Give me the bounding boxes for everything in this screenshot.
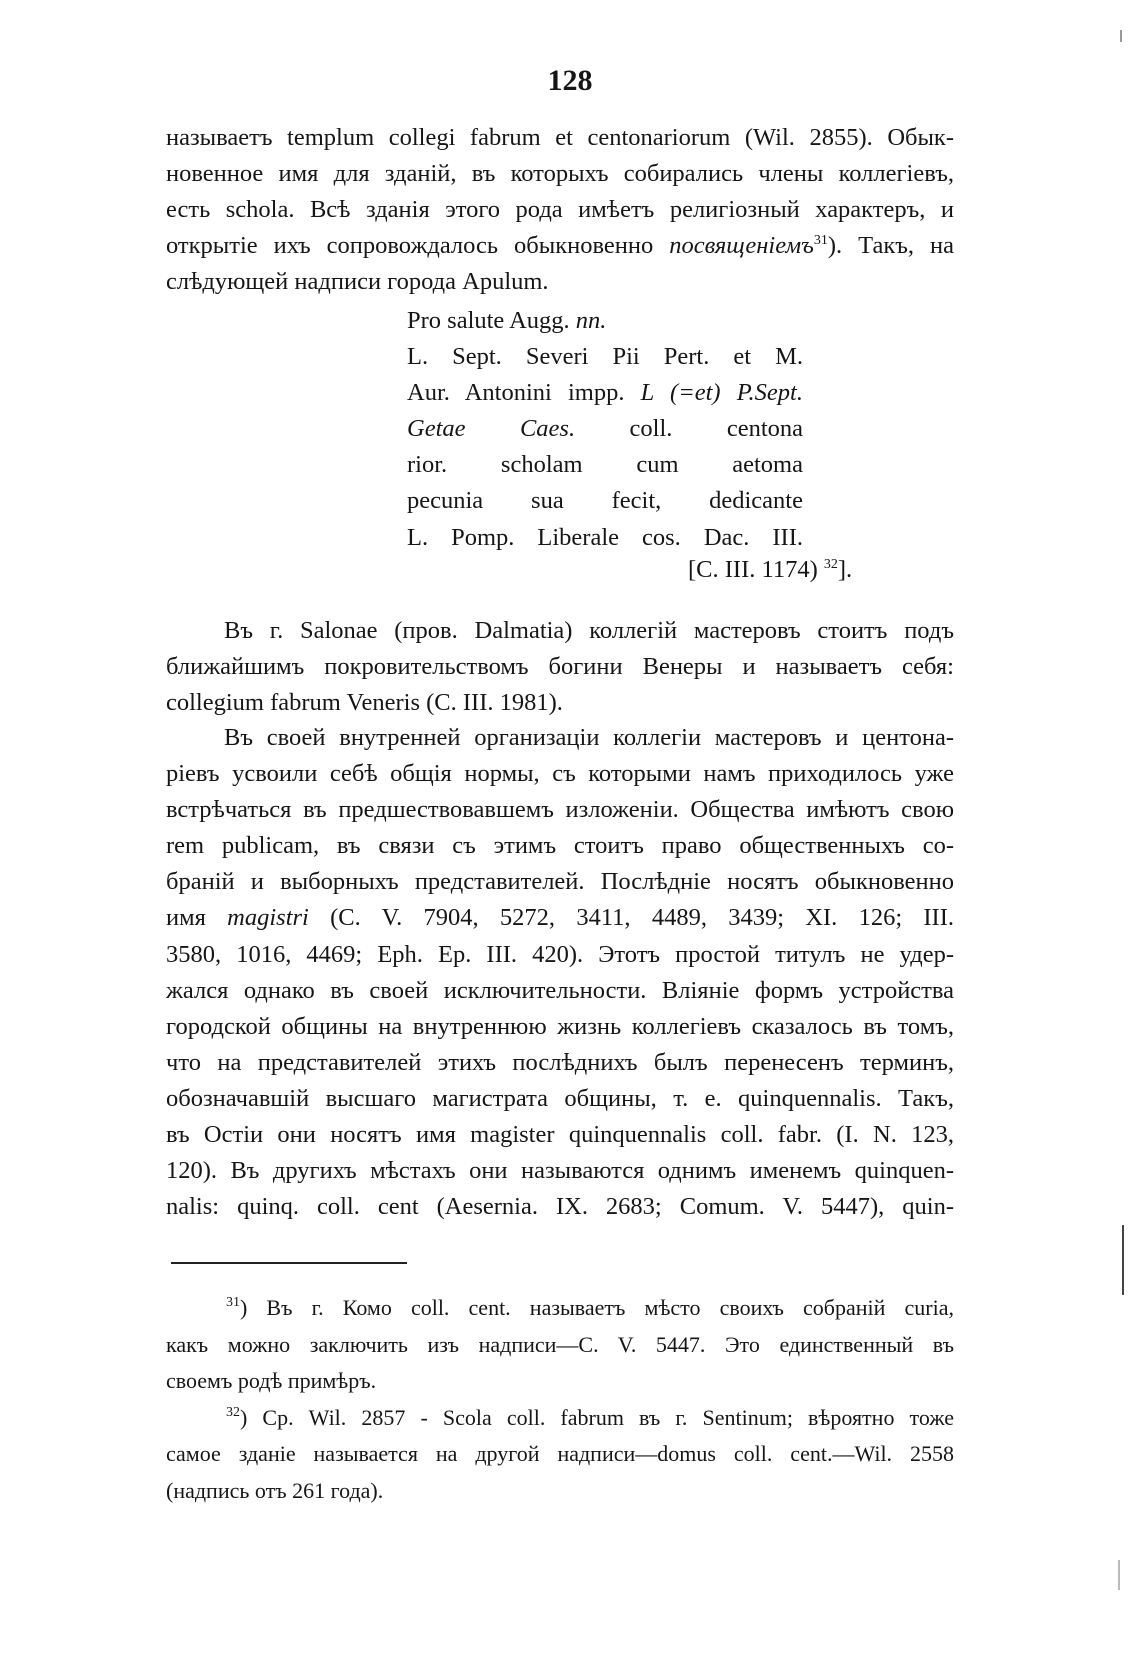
text-line [166, 900, 954, 936]
paragraph-2 [166, 613, 954, 721]
footnote-mark-32: 32 [226, 1404, 240, 1420]
footnote-32-line [166, 1400, 954, 1437]
text-line: ріевъ усвоили себѣ общія нормы, съ которыми намъ приходилось уже [166, 760, 954, 788]
italic-term: magistri [227, 904, 309, 932]
footnote-31-line [166, 1290, 954, 1327]
text-segment: ) Въ г. Комо coll. cent. называетъ мѣсто своихъ собраній curia, [240, 1295, 954, 1320]
footnote-31-line: какъ можно заключить изъ надписи—C. V. 5447. Это единственный въ [166, 1331, 954, 1357]
footnote-32-line: (надпись отъ 261 года). [166, 1477, 384, 1503]
text-line [166, 228, 954, 264]
text-segment: открытіе ихъ сопровождалось обыкновенно [166, 232, 670, 260]
text-segment: Aur. Antonini impp. [407, 379, 641, 407]
scan-artifact [1120, 30, 1122, 42]
text-line: Въ своей внутренней организаціи коллегіи мастеровъ и центона- [224, 724, 954, 751]
text-line: называетъ templum collegi fabrum et centonariorum (Wil. 2855). Обык- [166, 124, 954, 151]
text-segment: имя [166, 904, 228, 932]
italic-term: L (=et) P.Sept. [640, 379, 803, 407]
text-line: городской общины на внутреннюю жизнь коллегіевъ сказалось въ томъ, [166, 1012, 954, 1040]
footnote-ref-31: 31 [813, 233, 828, 249]
footnote-separator [171, 1262, 407, 1264]
text-segment: ) Ср. Wil. 2857 - Scola coll. fabrum въ г. Sentinum; вѣроятно тоже [240, 1404, 954, 1430]
inscription-citation [688, 556, 852, 584]
scan-artifact [1118, 1560, 1120, 1590]
text-line: rem publicam, въ связи съ этимъ стоитъ право общественныхъ со- [166, 832, 954, 860]
inscription-line [407, 375, 803, 411]
footnote-mark-31: 31 [226, 1295, 240, 1310]
text-segment: ]. [837, 556, 853, 583]
latin-inscription [407, 303, 803, 556]
text-segment: Pro salute Augg. [407, 307, 576, 334]
text-segment: [C. III. 1174) [688, 556, 824, 583]
footnote-ref-32: 32 [823, 557, 838, 572]
text-line: collegium fabrum Veneris (C. III. 1981). [166, 689, 563, 717]
footnotes [166, 1290, 954, 1509]
text-line: браній и выборныхъ представителей. Послѣдніе носятъ обыкновенно [166, 868, 954, 896]
text-line: новенное имя для зданій, въ которыхъ собирались члены коллегіевъ, [166, 160, 954, 188]
inscription-line [407, 411, 803, 447]
text-line: есть schola. Всѣ зданія этого рода имѣетъ религіозный характеръ, и [166, 196, 954, 224]
text-line: встрѣчаться въ предшествовавшемъ изложеніи. Общества имѣютъ свою [166, 796, 954, 824]
inscription-line [407, 303, 803, 339]
text-line: Въ г. Salonae (пров. Dalmatia) коллегій мастеровъ стоитъ подъ [224, 617, 954, 644]
inscription-line: L. Pomp. Liberale cos. Dac. III. [407, 523, 803, 551]
inscription-line: rior. scholam cum aetoma [407, 451, 803, 479]
italic-term: nn. [575, 307, 607, 334]
text-line: въ Остіи они носятъ имя magister quinquennalis coll. fabr. (I. N. 123, [166, 1121, 954, 1149]
italic-term: Getae Caes. [407, 415, 576, 443]
text-line: nalis: quinq. coll. cent (Aesernia. IX. 2683; Comum. V. 5447), quin- [166, 1193, 954, 1221]
text-line: что на представителей этихъ послѣднихъ былъ перенесенъ терминъ, [166, 1048, 954, 1076]
footnote-32-line: самое зданіе называется на другой надписи—domus coll. cent.—Wil. 2558 [166, 1441, 954, 1466]
text-line: 120). Въ другихъ мѣстахъ они называются однимъ именемъ quinquen- [166, 1157, 954, 1185]
text-segment: (C. V. 7904, 5272, 3411, 4489, 3439; XI. 126; III. [308, 904, 955, 932]
text-line: ближайшимъ покровительствомъ богини Венеры и называетъ себя: [166, 653, 954, 681]
page-number: 128 [547, 64, 593, 97]
text-line: жался однако въ своей исключительности. Вліяніе формъ устройства [166, 976, 954, 1004]
inscription-line: pecunia sua fecit, dedicante [407, 487, 803, 515]
footnote-31-line: своемъ родѣ примѣръ. [166, 1368, 377, 1393]
inscription-line: L. Sept. Severi Pii Pert. et M. [407, 343, 803, 371]
text-segment: coll. centona [575, 415, 804, 443]
scan-artifact [1122, 1225, 1124, 1295]
text-line: 3580, 1016, 4469; Eph. Ep. III. 420). Этотъ простой титулъ не удер- [166, 940, 954, 968]
paragraph-1 [166, 120, 954, 300]
text-line: слѣдующей надписи города Apulum. [166, 268, 549, 296]
italic-term: посвященіемъ [669, 232, 814, 260]
text-line: обозначавшій высшаго магистрата общины, т. е. quinquennalis. Такъ, [166, 1084, 954, 1112]
paragraph-3 [166, 720, 954, 1225]
text-segment: ). Такъ, на [827, 232, 954, 260]
